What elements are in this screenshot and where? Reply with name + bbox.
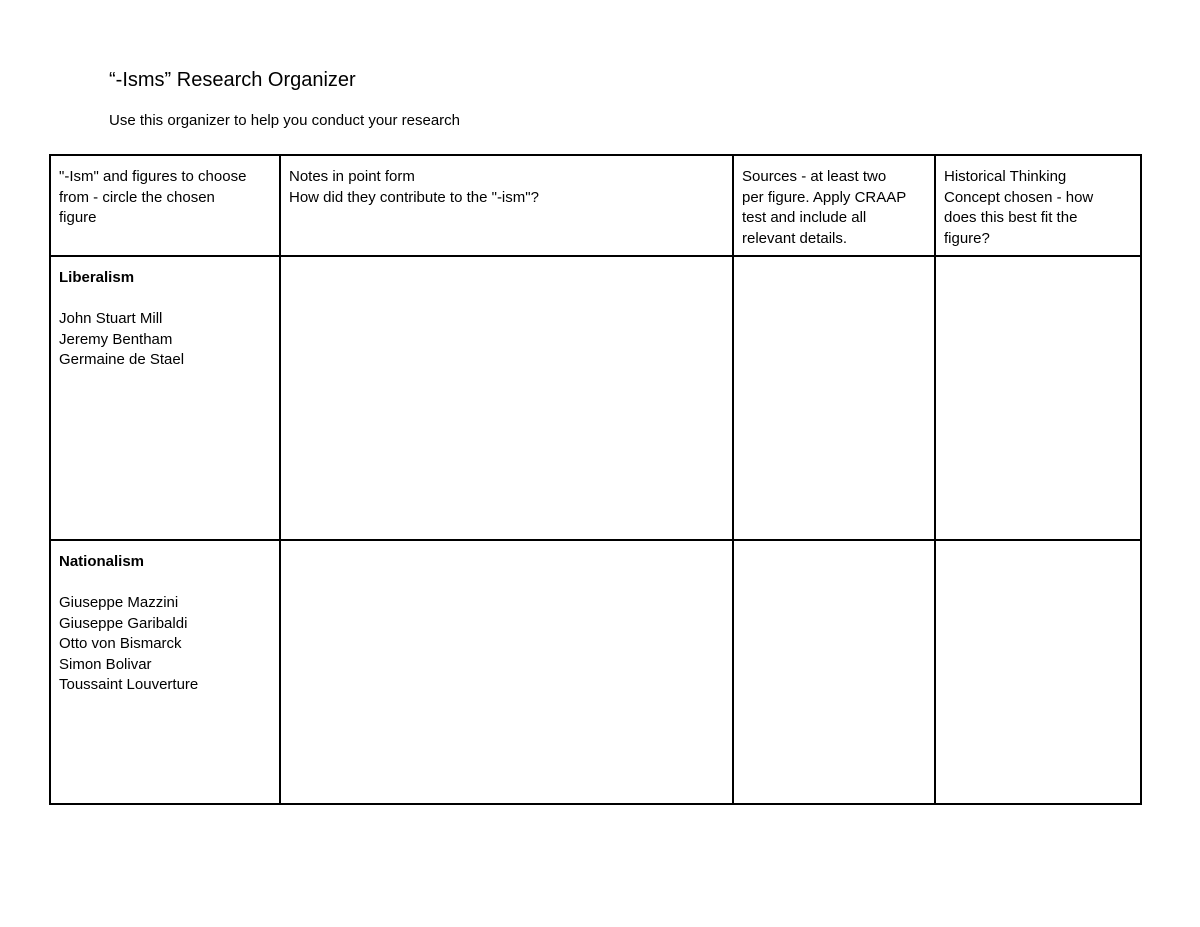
document-title: “-Isms” Research Organizer bbox=[109, 69, 356, 91]
header-line: Sources - at least two bbox=[742, 168, 887, 185]
ism-cell bbox=[50, 540, 280, 804]
header-line: Concept chosen - how bbox=[944, 188, 1094, 206]
figure-name: Giuseppe Mazzini bbox=[59, 594, 179, 611]
ism-name: Liberalism bbox=[59, 269, 135, 286]
header-row bbox=[50, 155, 1141, 256]
header-line: figure? bbox=[944, 229, 990, 247]
figure-name: Giuseppe Garibaldi bbox=[59, 614, 188, 632]
header-line: figure bbox=[59, 209, 97, 226]
header-line: from - circle the chosen bbox=[59, 188, 215, 206]
sources-cell[interactable] bbox=[733, 540, 935, 804]
historical-thinking-cell[interactable] bbox=[935, 540, 1141, 804]
table-row-liberalism bbox=[50, 256, 1141, 540]
document-subtitle: Use this organizer to help you conduct your research bbox=[109, 112, 461, 129]
figure-name: Simon Bolivar bbox=[59, 655, 152, 673]
header-line: Historical Thinking bbox=[944, 168, 1067, 185]
header-sources bbox=[733, 155, 935, 256]
notes-cell[interactable] bbox=[280, 540, 733, 804]
header-line: does this best fit the bbox=[944, 209, 1078, 226]
header-notes bbox=[280, 155, 733, 256]
header-line: per figure. Apply CRAAP bbox=[742, 188, 907, 206]
figure-name: Germaine de Stael bbox=[59, 351, 185, 368]
header-ism-figures bbox=[50, 155, 280, 256]
ism-cell bbox=[50, 256, 280, 540]
header-line: "-Ism" and figures to choose bbox=[59, 168, 247, 185]
sources-cell[interactable] bbox=[733, 256, 935, 540]
figure-name: Otto von Bismarck bbox=[59, 635, 182, 652]
notes-cell[interactable] bbox=[280, 256, 733, 540]
header-line: relevant details. bbox=[742, 229, 848, 247]
table-row-nationalism bbox=[50, 540, 1141, 804]
header-line: How did they contribute to the "-ism"? bbox=[289, 188, 539, 206]
figure-name: Jeremy Bentham bbox=[59, 330, 173, 348]
header-historical-thinking bbox=[935, 155, 1141, 256]
historical-thinking-cell[interactable] bbox=[935, 256, 1141, 540]
header-line: Notes in point form bbox=[289, 168, 415, 185]
ism-name: Nationalism bbox=[59, 553, 145, 570]
figure-name: Toussaint Louverture bbox=[59, 676, 199, 693]
figure-name: John Stuart Mill bbox=[59, 310, 163, 327]
research-organizer-table bbox=[49, 154, 1142, 805]
header-line: test and include all bbox=[742, 209, 867, 226]
